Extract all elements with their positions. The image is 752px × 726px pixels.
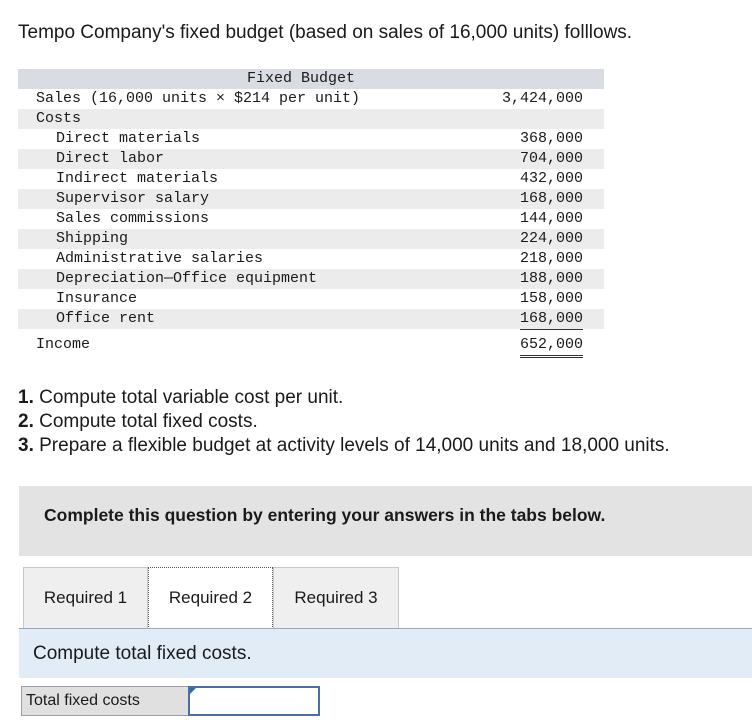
total-fixed-costs-label: Total fixed costs bbox=[21, 686, 189, 716]
cost-label: Sales commissions bbox=[56, 210, 210, 227]
input-flag-icon bbox=[190, 688, 196, 694]
total-fixed-costs-input[interactable] bbox=[188, 686, 320, 716]
cost-row bbox=[18, 249, 604, 269]
income-value: 652,000 bbox=[520, 335, 583, 358]
costs-row bbox=[18, 109, 604, 129]
income-label: Income bbox=[36, 336, 91, 353]
cost-label: Depreciation—Office equipment bbox=[56, 270, 318, 287]
cost-value: 158,000 bbox=[519, 290, 583, 307]
cost-row bbox=[18, 189, 604, 209]
cost-row bbox=[18, 289, 604, 309]
income-row bbox=[18, 335, 604, 355]
question-3: 3. Prepare a flexible budget at activity levels of 14,000 units and 18,000 units. bbox=[18, 435, 670, 456]
question-2: 2. Compute total fixed costs. bbox=[18, 411, 258, 432]
costs-label: Costs bbox=[36, 110, 82, 127]
cost-label: Shipping bbox=[56, 230, 129, 247]
cost-value: 168,000 bbox=[520, 309, 583, 330]
cost-row bbox=[18, 229, 604, 249]
question-1: 1. Compute total variable cost per unit. bbox=[18, 387, 344, 408]
cost-value: 704,000 bbox=[519, 150, 583, 167]
sales-row bbox=[18, 89, 604, 109]
cost-label: Supervisor salary bbox=[56, 190, 210, 207]
cost-value: 224,000 bbox=[519, 230, 583, 247]
sales-value: 3,424,000 bbox=[501, 90, 583, 107]
cost-value: 432,000 bbox=[519, 170, 583, 187]
cost-label: Office rent bbox=[56, 310, 156, 327]
intro-text: Tempo Company's fixed budget (based on sales of 16,000 units) folllows. bbox=[18, 22, 633, 43]
cost-value: 218,000 bbox=[519, 250, 583, 267]
cost-row bbox=[18, 269, 604, 289]
tab-panel bbox=[19, 629, 752, 678]
sales-label: Sales (16,000 units × $214 per unit) bbox=[36, 90, 361, 107]
cost-label: Insurance bbox=[56, 290, 138, 307]
tab-required-3[interactable]: Required 3 bbox=[273, 567, 399, 629]
cost-row bbox=[18, 149, 604, 169]
cost-row bbox=[18, 209, 604, 229]
budget-header-row bbox=[18, 69, 604, 89]
fixed-budget-table bbox=[18, 69, 604, 355]
cost-label: Direct labor bbox=[56, 150, 165, 167]
cost-label: Direct materials bbox=[56, 130, 201, 147]
instructions-text: Complete this question by entering your answers in the tabs below. bbox=[44, 505, 606, 525]
cost-row bbox=[18, 309, 604, 329]
tab-required-1[interactable]: Required 1 bbox=[23, 567, 148, 629]
question-list bbox=[18, 386, 670, 458]
cost-value: 368,000 bbox=[519, 130, 583, 147]
cost-row bbox=[18, 169, 604, 189]
cost-value: 144,000 bbox=[519, 210, 583, 227]
cost-label: Indirect materials bbox=[56, 170, 219, 187]
cost-value: 188,000 bbox=[519, 270, 583, 287]
cost-value: 168,000 bbox=[519, 190, 583, 207]
tab-prompt: Compute total fixed costs. bbox=[33, 643, 252, 664]
cost-label: Administrative salaries bbox=[56, 250, 264, 267]
cost-row bbox=[18, 129, 604, 149]
instructions-panel bbox=[19, 486, 752, 556]
tab-required-2[interactable]: Required 2 bbox=[148, 567, 273, 629]
budget-header: Fixed Budget bbox=[247, 70, 356, 87]
